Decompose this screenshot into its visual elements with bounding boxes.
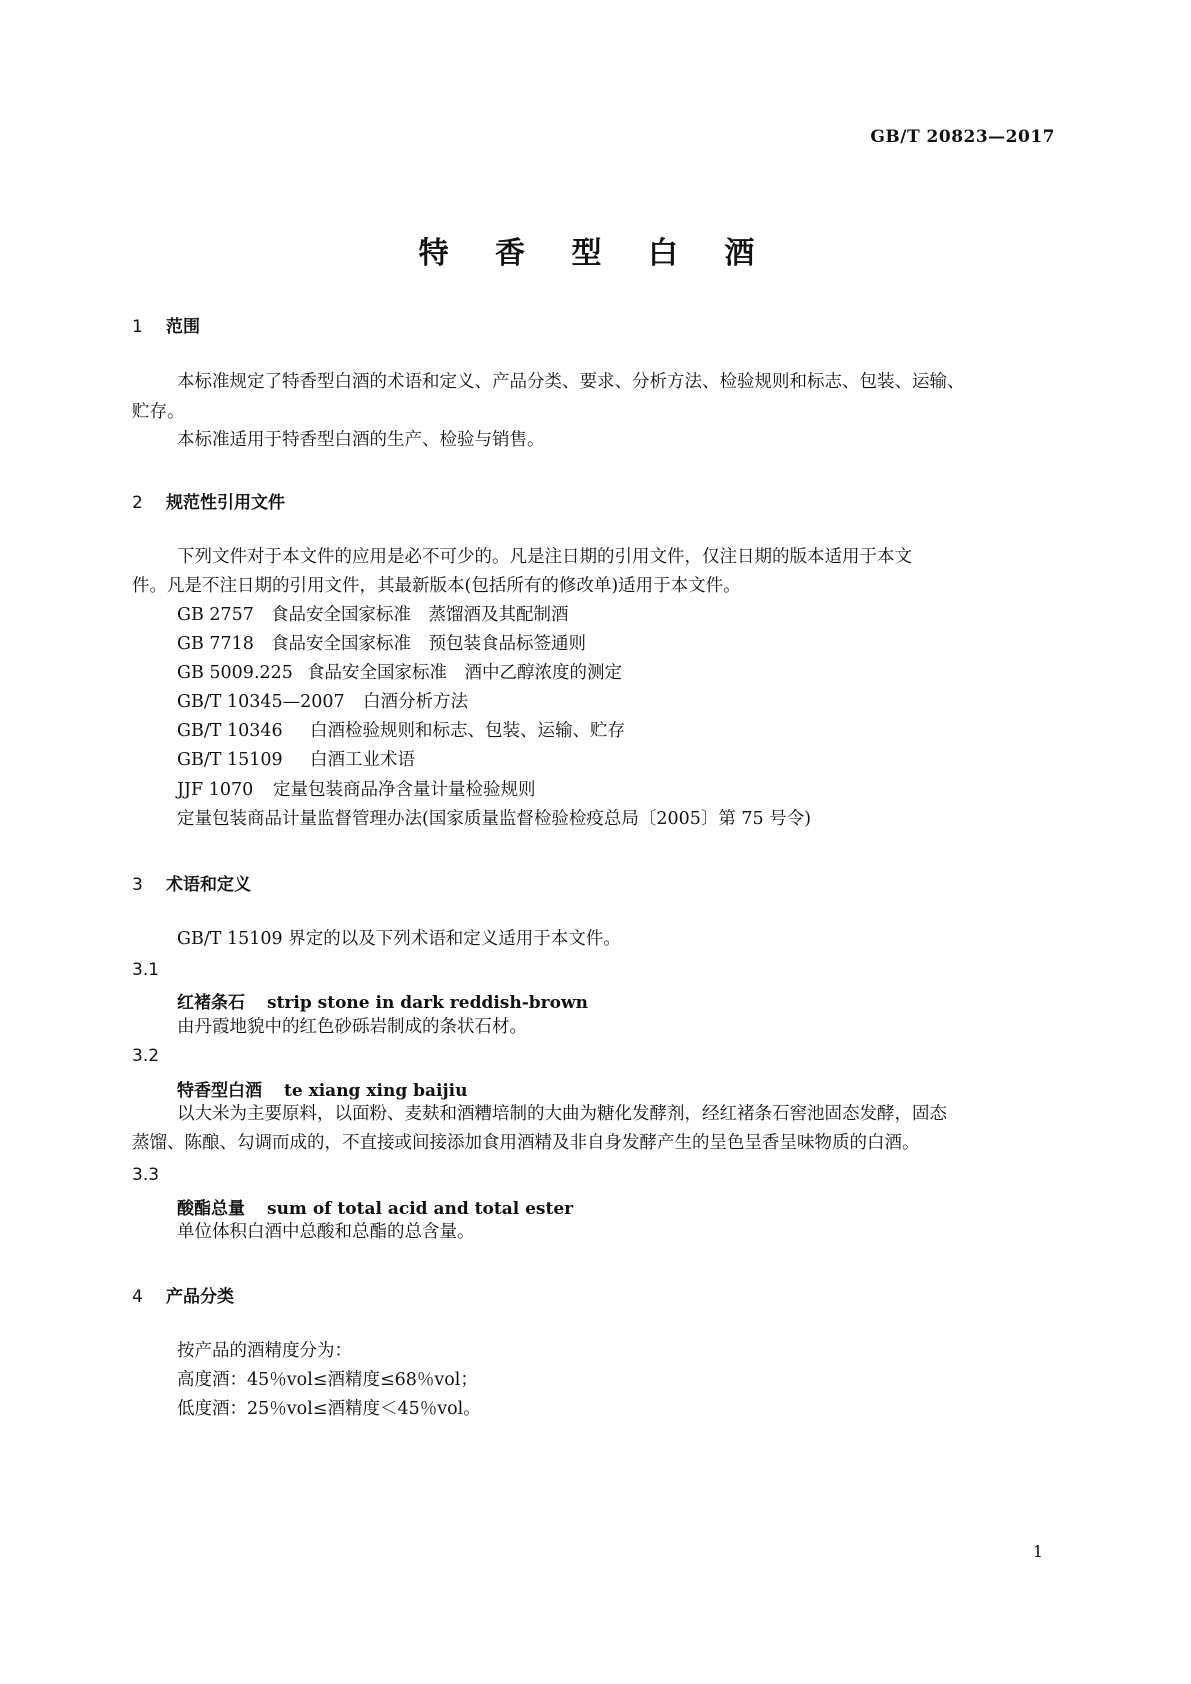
term-number: 3.1	[132, 960, 160, 980]
reference-code: GB 7718	[177, 634, 254, 654]
paragraph: 高度酒：45％vol≤酒精度≤68％vol；	[177, 1370, 478, 1390]
paragraph: 按产品的酒精度分为：	[177, 1341, 352, 1361]
reference-item	[177, 629, 586, 660]
reference-item	[177, 716, 625, 747]
reference-code: JJF 1070	[177, 780, 254, 800]
reference-code: GB/T 15109	[177, 750, 283, 770]
reference-title: 食品安全国家标准 蒸馏酒及其配制酒	[271, 605, 569, 625]
reference-item	[177, 687, 468, 718]
reference-code: GB 5009.225	[177, 663, 293, 683]
section-number: 1	[132, 317, 143, 337]
section-title: 范围	[166, 317, 200, 337]
paragraph: 件。凡是不注日期的引用文件，其最新版本(包括所有的修改单)适用于本文件。	[132, 576, 741, 596]
term-en: sum of total acid and total ester	[267, 1199, 574, 1219]
reference-code: GB/T 10345—2007	[177, 692, 345, 712]
document-title: 特 香 型 白 酒	[418, 236, 773, 271]
term-number: 3.2	[132, 1046, 160, 1066]
section-2-heading	[132, 488, 285, 513]
reference-title: 白酒检验规则和标志、包装、运输、贮存	[310, 721, 625, 741]
paragraph: 本标准适用于特香型白酒的生产、检验与销售。	[177, 430, 545, 450]
standard-code: GB/T 20823—2017	[870, 127, 1055, 147]
section-number: 3	[132, 875, 143, 895]
term-en: te xiang xing baijiu	[284, 1081, 468, 1101]
reference-title: 食品安全国家标准 酒中乙醇浓度的测定	[307, 663, 622, 683]
paragraph: 本标准规定了特香型白酒的术语和定义、产品分类、要求、分析方法、检验规则和标志、包装、运输、	[177, 372, 965, 392]
section-title: 规范性引用文件	[166, 493, 285, 513]
term-definition: 由丹霞地貌中的红色砂砾岩制成的条状石材。	[177, 1017, 527, 1037]
reference-title: 白酒工业术语	[310, 750, 415, 770]
reference-item	[177, 600, 569, 631]
term-number: 3.3	[132, 1165, 160, 1185]
paragraph: 下列文件对于本文件的应用是必不可少的。凡是注日期的引用文件，仅注日期的版本适用于本文	[177, 547, 912, 567]
reference-title: 定量包装商品净含量计量检验规则	[273, 780, 536, 800]
reference-code: GB/T 10346	[177, 721, 283, 741]
term-definition: 蒸馏、陈酿、勾调而成的，不直接或间接添加食用酒精及非自身发酵产生的呈色呈香呈味物质的白酒。	[132, 1133, 920, 1153]
term-title	[177, 1194, 573, 1219]
section-1-heading	[132, 312, 200, 337]
section-title: 术语和定义	[166, 875, 251, 895]
term-en: strip stone in dark reddish-brown	[267, 993, 588, 1013]
page-number: 1	[1032, 1542, 1043, 1561]
reference-code: GB 2757	[177, 605, 254, 625]
reference-item	[177, 775, 536, 806]
section-title: 产品分类	[166, 1287, 234, 1307]
reference-title: 白酒分析方法	[363, 692, 468, 712]
reference-item: 定量包装商品计量监督管理办法(国家质量监督检验检疫总局〔2005〕第 75 号令)	[177, 809, 812, 829]
reference-item	[177, 658, 622, 689]
section-4-heading	[132, 1282, 234, 1307]
paragraph: GB/T 15109 界定的以及下列术语和定义适用于本文件。	[177, 929, 621, 949]
term-definition: 以大米为主要原料，以面粉、麦麸和酒糟培制的大曲为糖化发酵剂，经红褚条石窖池固态发酵，固态	[177, 1104, 947, 1124]
term-zh: 特香型白酒	[177, 1081, 262, 1101]
section-number: 4	[132, 1287, 143, 1307]
term-definition: 单位体积白酒中总酸和总酯的总含量。	[177, 1222, 475, 1242]
section-number: 2	[132, 493, 143, 513]
reference-item	[177, 745, 415, 776]
term-zh: 酸酯总量	[177, 1199, 245, 1219]
term-title	[177, 1076, 467, 1101]
term-title	[177, 988, 588, 1013]
paragraph: 贮存。	[132, 402, 185, 422]
reference-title: 食品安全国家标准 预包装食品标签通则	[271, 634, 586, 654]
term-zh: 红褚条石	[177, 993, 245, 1013]
paragraph: 低度酒：25％vol≤酒精度＜45％vol。	[177, 1399, 481, 1419]
section-3-heading	[132, 870, 251, 895]
